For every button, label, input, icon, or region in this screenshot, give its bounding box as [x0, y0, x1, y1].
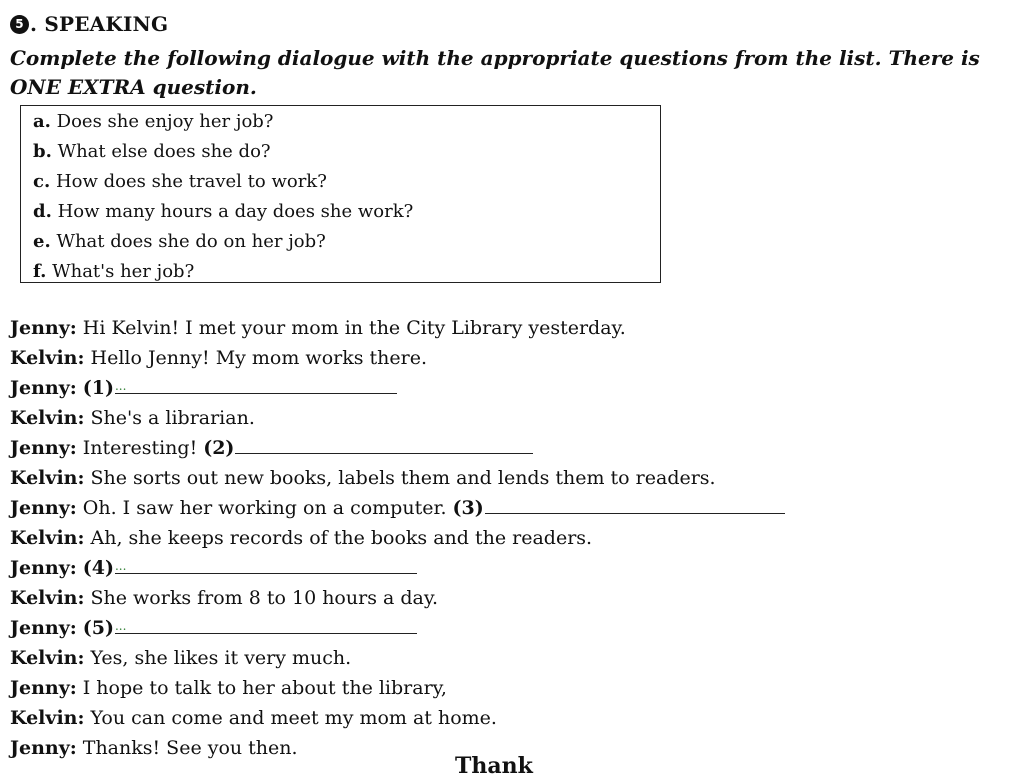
answer-gap-5 — [83, 613, 417, 643]
option-text: How many hours a day does she work? — [51, 201, 414, 222]
dialogue-line — [10, 583, 1010, 613]
dialogue-line — [10, 343, 1010, 373]
answer-blank-4[interactable] — [115, 555, 417, 574]
dialogue-line — [10, 463, 1010, 493]
option-letter: b. — [33, 141, 52, 162]
option-b — [33, 137, 660, 167]
option-letter: e. — [33, 231, 51, 252]
speaker-name: Jenny : — [10, 373, 77, 403]
option-text: Does she enjoy her job? — [50, 111, 274, 132]
option-a — [33, 107, 660, 137]
question-options-box — [20, 105, 661, 283]
speaker-name: Jenny : — [10, 493, 77, 523]
cut-off-word: Thank — [455, 753, 533, 779]
option-letter: f. — [33, 261, 47, 282]
option-f — [33, 257, 660, 287]
dialogue-text: Hi Kelvin! I met your mom in the City Library yesterday. — [82, 317, 626, 339]
speaker-name: Jenny : — [10, 673, 77, 703]
dialogue-text: She's a librarian. — [90, 407, 255, 429]
speaker-name: Kelvin : — [10, 643, 85, 673]
option-text: What else does she do? — [51, 141, 271, 162]
dialogue-text: Oh. I saw her working on a computer. — [82, 497, 447, 519]
instructions-text: Complete the following dialogue with the appropriate questions from the list. There is ONE EXTRA question. — [10, 46, 980, 99]
option-text: How does she travel to work? — [50, 171, 327, 192]
dialogue-text: She sorts out new books, labels them and lends them to readers. — [90, 467, 716, 489]
dialogue-line — [10, 703, 1010, 733]
dialogue-text: Interesting! — [82, 437, 198, 459]
option-letter: c. — [33, 171, 51, 192]
option-c — [33, 167, 660, 197]
speaker-name: Kelvin : — [10, 403, 85, 433]
option-text: What does she do on her job? — [50, 231, 326, 252]
answer-gap-4 — [83, 553, 417, 583]
dialogue-line — [10, 523, 1010, 553]
dialogue-line — [10, 493, 1010, 523]
answer-gap-3 — [453, 493, 785, 523]
dialogue-line — [10, 613, 1010, 643]
section-title: . SPEAKING — [30, 12, 169, 36]
dialogue-line — [10, 373, 1010, 403]
speaker-name: Jenny : — [10, 733, 77, 763]
dialogue-text: She works from 8 to 10 hours a day. — [90, 587, 439, 609]
section-number-badge: 5 — [10, 15, 29, 34]
dialogue-text: Ah, she keeps records of the books and the readers. — [90, 527, 593, 549]
speaker-name: Jenny : — [10, 553, 77, 583]
speaker-name: Kelvin : — [10, 703, 85, 733]
option-d — [33, 197, 660, 227]
cut-off-text — [455, 753, 575, 779]
dialogue-text: Yes, she likes it very much. — [90, 647, 352, 669]
dialogue-text: Hello Jenny! My mom works there. — [90, 347, 427, 369]
gap-number: (3) — [452, 497, 484, 519]
answer-blank-5[interactable] — [115, 615, 417, 634]
dialogue-line — [10, 403, 1010, 433]
answer-blank-3[interactable] — [485, 495, 785, 514]
dialogue-line — [10, 553, 1010, 583]
speaker-name: Kelvin : — [10, 343, 85, 373]
gap-number: (1) — [82, 377, 114, 399]
speaker-name: Kelvin : — [10, 523, 85, 553]
option-text: What's her job? — [46, 261, 195, 282]
speaker-name: Jenny : — [10, 613, 77, 643]
option-letter: a. — [33, 111, 51, 132]
answer-gap-2 — [203, 433, 533, 463]
dialogue-text: Thanks! See you then. — [82, 737, 298, 759]
dialogue-line — [10, 643, 1010, 673]
speaker-name: Jenny : — [10, 433, 77, 463]
dialogue-line — [10, 313, 1010, 343]
dialogue-line — [10, 673, 1010, 703]
gap-number: (5) — [82, 617, 114, 639]
section-heading — [10, 12, 168, 36]
option-letter: d. — [33, 201, 52, 222]
speaker-name: Kelvin : — [10, 463, 85, 493]
dialogue — [10, 313, 1010, 763]
speaker-name: Jenny : — [10, 313, 77, 343]
gap-number: (2) — [203, 437, 235, 459]
answer-blank-1[interactable] — [115, 375, 397, 394]
option-e — [33, 227, 660, 257]
dialogue-line — [10, 433, 1010, 463]
answer-blank-2[interactable] — [235, 435, 533, 454]
dialogue-text: You can come and meet my mom at home. — [90, 707, 497, 729]
answer-gap-1 — [83, 373, 397, 403]
speaker-name: Kelvin : — [10, 583, 85, 613]
gap-number: (4) — [82, 557, 114, 579]
dialogue-text: I hope to talk to her about the library, — [82, 677, 447, 699]
